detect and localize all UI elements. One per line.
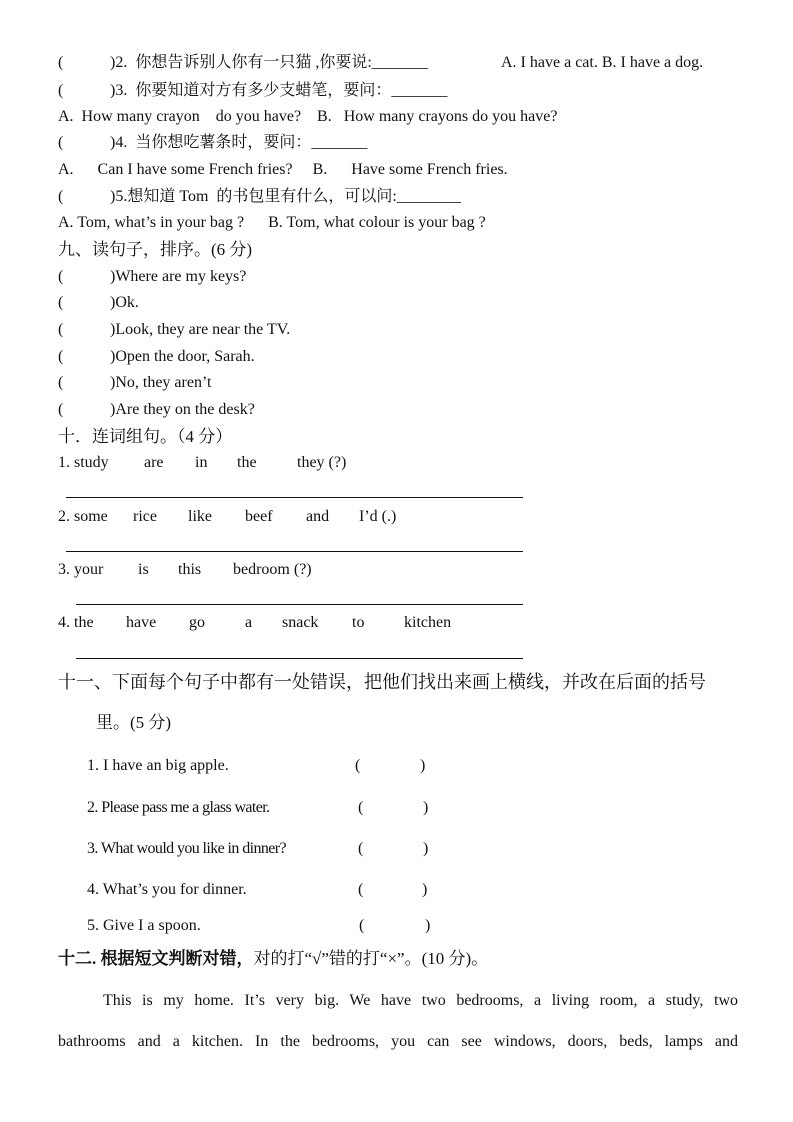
word: snack [282,614,319,631]
order-item: )Look, they are near the TV. [110,321,291,338]
section11-title-cont: 里。(5 分) [96,713,172,732]
section11-title: 十一、下面每个句子中都有一处错误，把他们找出来画上横线，并改在后面的括号 [58,672,706,692]
word-order-num: 2. some [58,508,108,525]
word: beef [245,508,273,525]
order-paren: ( [58,401,64,418]
q5-options: A. Tom, what’s in your bag ? B. Tom, what colour is your bag ? [58,214,486,231]
section9-title: 九、读句子，排序。(6 分) [58,240,253,259]
word: bedroom (?) [233,561,312,578]
error-item: 5. Give I a spoon. [87,917,201,934]
word: rice [133,508,157,525]
open-paren: ( [355,757,361,774]
q2-text: )2. 你想告诉别人你有一只猫 ,你要说:_______ [110,54,428,71]
q5-text: )5.想知道 Tom 的书包里有什么，可以问:________ [110,188,461,205]
word: is [138,561,149,578]
close-paren: ) [425,917,431,934]
section12-title-bold: 十二. 根据短文判断对错， [58,949,254,968]
passage-line: bathrooms and a kitchen. In the bedrooms, you can see windows, doors, beds, lamps and [58,1033,738,1050]
word: the [237,454,257,471]
word: like [188,508,212,525]
order-paren: ( [58,294,64,311]
error-item: 2. Please pass me a glass water. [87,799,270,816]
close-paren: ) [423,799,429,816]
q4-options: A. Can I have some French fries? B. Have some French fries. [58,161,508,178]
q3-options: A. How many crayon do you have? B. How many crayons do you have? [58,108,558,125]
error-item: 1. I have an big apple. [87,757,229,774]
word: to [352,614,365,631]
q4-text: )4. 当你想吃薯条时，要问：_______ [110,134,368,151]
word: kitchen [404,614,452,631]
word: have [126,614,157,631]
word: in [195,454,208,471]
q5-paren: ( [58,188,64,205]
word: go [189,614,205,631]
order-paren: ( [58,321,64,338]
q2-paren: ( [58,54,64,71]
order-item: )Are they on the desk? [110,401,255,418]
word-order-num: 1. study [58,454,109,471]
order-item: )Where are my keys? [110,268,247,285]
section10-title: 十．连词组句。（4 分） [58,427,233,446]
open-paren: ( [358,840,364,857]
word: they (?) [297,454,347,471]
close-paren: ) [422,881,428,898]
q3-text: )3. 你要知道对方有多少支蜡笔，要问：_______ [110,82,448,99]
order-paren: ( [58,374,64,391]
word: and [306,508,330,525]
order-paren: ( [58,268,64,285]
order-item: )Open the door, Sarah. [110,348,255,365]
open-paren: ( [358,881,364,898]
close-paren: ) [423,840,429,857]
answer-line[interactable] [66,551,523,552]
answer-line[interactable] [76,658,523,659]
word-order-num: 3. your [58,561,104,578]
order-paren: ( [58,348,64,365]
order-item: )No, they aren’t [110,374,212,391]
word: I’d (.) [359,508,397,525]
answer-line[interactable] [66,497,523,498]
answer-line[interactable] [76,604,523,605]
word: this [178,561,202,578]
word-order-num: 4. the [58,614,94,631]
q4-paren: ( [58,134,64,151]
section12-title [58,949,488,969]
q3-paren: ( [58,82,64,99]
passage-line: This is my home. It’s very big. We have two bedrooms, a living room, a study, two [103,992,738,1009]
error-item: 3. What would you like in dinner? [87,840,286,857]
close-paren: ) [420,757,426,774]
word: a [245,614,253,631]
error-item: 4. What’s you for dinner. [87,881,247,898]
q2-options: A. I have a cat. B. I have a dog. [501,54,704,71]
open-paren: ( [359,917,365,934]
word: are [144,454,164,471]
section12-title-rest: 对的打“√”错的打“×”。(10 分)。 [253,949,489,968]
order-item: )Ok. [110,294,139,311]
open-paren: ( [358,799,364,816]
